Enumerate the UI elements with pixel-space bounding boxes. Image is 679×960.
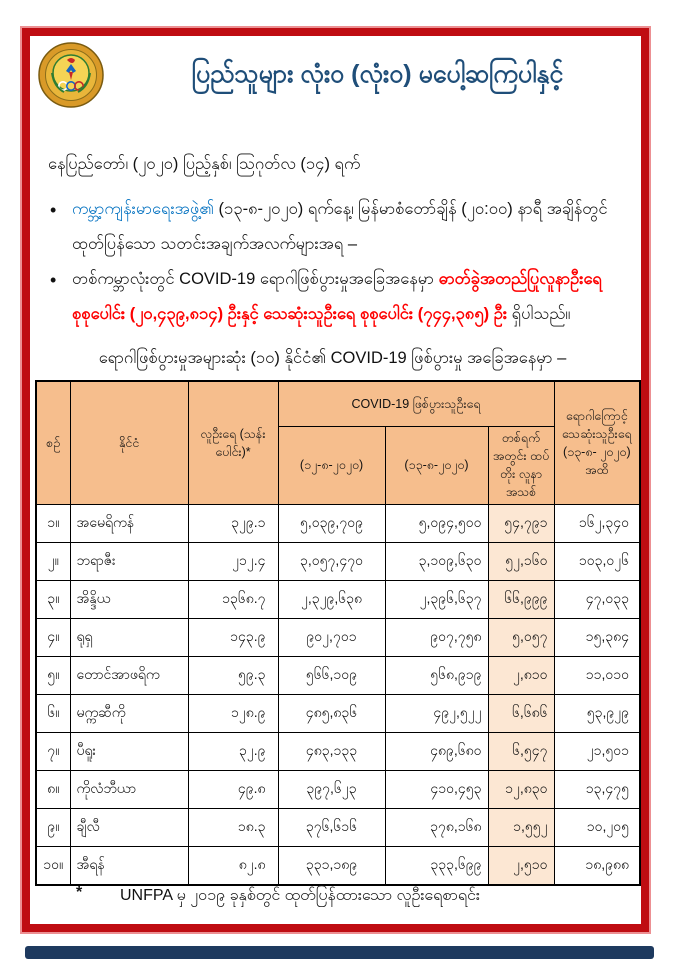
- cell-population: ၅၉.၃: [188, 656, 278, 694]
- cell-deaths: ၂၁,၅၀၁: [554, 732, 640, 770]
- cell-new_cases: ၂,၈၁၀: [488, 656, 554, 694]
- table-row: [36, 542, 640, 580]
- cell-no: ၁၀။: [36, 846, 70, 885]
- cell-deaths: ၄၇,၀၃၃: [554, 580, 640, 618]
- bullet1-rest: (၁၃-၈-၂၀၂၀) ရက်နေ့၊ မြန်မာစံတော်ချိန် (၂၀:၀၀) နာရီ အချိန်တွင် ထုတ်ပြန်သော သတင်းအချက်အလက်များအရ –: [72, 200, 608, 253]
- table-row: [36, 694, 640, 732]
- cell-cases_13_8: ၅၆၈,၉၁၉: [385, 656, 488, 694]
- cell-cases_13_8: ၂,၃၉၆,၆၃၇: [385, 580, 488, 618]
- cell-deaths: ၁၈,၉၈၈: [554, 846, 640, 885]
- date-line: နေပြည်တော်၊ (၂၀၂၀) ပြည့်နှစ်၊ ဩဂုတ်လ (၁၄) ရက်: [48, 155, 361, 173]
- table-intro-line: ရောဂါဖြစ်ပွားမှုအများဆုံး (၁၀) နိုင်ငံ၏ COVID-19 ဖြစ်ပွားမှု အခြေအနေမှာ –: [98, 349, 567, 367]
- country-table-body: [36, 504, 640, 885]
- cell-new_cases: ၁၂,၈၃၀: [488, 770, 554, 808]
- cell-cases_12_8: ၂,၃၂၉,၆၃၈: [278, 580, 385, 618]
- cell-deaths: ၁၀၃,၀၂၆: [554, 542, 640, 580]
- cell-country: မက္ကဆီကို: [70, 694, 188, 732]
- cell-country: ရုရှ: [70, 618, 188, 656]
- bullet-item-who-source: [50, 192, 638, 261]
- table-row: [36, 770, 640, 808]
- cell-cases_13_8: ၄၈၉,၆၈၀: [385, 732, 488, 770]
- cell-cases_13_8: ၅,၀၉၄,၅၀၀: [385, 504, 488, 542]
- cell-cases_12_8: ၄၈၃,၁၃၃: [278, 732, 385, 770]
- cell-cases_13_8: ၃၇၈,၁၆၈: [385, 808, 488, 846]
- cell-new_cases: ၅၂,၁၆၀: [488, 542, 554, 580]
- bottom-bar: [25, 946, 654, 959]
- cell-country: တောင်အာဖရိက: [70, 656, 188, 694]
- cell-cases_12_8: ၄၈၅,၈၃၆: [278, 694, 385, 732]
- footnote-text: UNFPA မှ ၂၀၁၉ ခုနှစ်တွင် ထုတ်ပြန်ထားသော လူဦးရေစာရင်း: [120, 887, 480, 904]
- cell-population: ၁၃၆၈.၇: [188, 580, 278, 618]
- header-population: လူဦးရေ (သန်းပေါင်း)*: [188, 381, 278, 504]
- cell-population: ၂၁၂.၄: [188, 542, 278, 580]
- document-frame: [22, 28, 649, 932]
- bullet-icon: •: [50, 200, 57, 220]
- table-row: [36, 732, 640, 770]
- cell-country: ပီရူး: [70, 732, 188, 770]
- bullet2-text: [72, 262, 638, 331]
- cell-country: ကိုလံဘီယာ: [70, 770, 188, 808]
- bullet2-lead: တစ်ကမ္ဘာလုံးတွင် COVID-19 ရောဂါဖြစ်ပွားမှုအခြေအနေမှာ: [72, 270, 439, 288]
- cell-new_cases: ၁,၅၅၂: [488, 808, 554, 846]
- cell-deaths: ၁၁,၀၁၀: [554, 656, 640, 694]
- cell-deaths: ၁၃,၄၇၅: [554, 770, 640, 808]
- cell-cases_12_8: ၃,၀၅၇,၄၇၀: [278, 542, 385, 580]
- header-covid-group: COVID-19 ဖြစ်ပွားသူဦးရေ: [278, 381, 554, 427]
- footnote-asterisk: *: [76, 884, 83, 901]
- who-organization-link: ကမ္ဘာ့ကျန်းမာရေးအဖွဲ့၏: [72, 200, 214, 218]
- footnote: [76, 884, 480, 908]
- cell-population: ၈၂.၈: [188, 846, 278, 885]
- table-row: [36, 846, 640, 885]
- cell-no: ၅။: [36, 656, 70, 694]
- cell-country: ချီလီ: [70, 808, 188, 846]
- table-row: [36, 504, 640, 542]
- cell-cases_12_8: ၃၉၇,၆၂၃: [278, 770, 385, 808]
- cell-cases_13_8: ၉၀၇,၇၅၈: [385, 618, 488, 656]
- cell-new_cases: ၂,၅၁၀: [488, 846, 554, 885]
- header-date-12-8: (၁၂-၈-၂၀၂၀): [278, 427, 385, 505]
- cell-cases_13_8: ၄၁၀,၄၅၃: [385, 770, 488, 808]
- cell-cases_13_8: ၄၉၂,၅၂၂: [385, 694, 488, 732]
- header-country: နိုင်ငံ: [70, 381, 188, 504]
- cell-no: ၈။: [36, 770, 70, 808]
- cell-no: ၁။: [36, 504, 70, 542]
- cell-cases_13_8: ၃၃၃,၆၉၉: [385, 846, 488, 885]
- cell-no: ၉။: [36, 808, 70, 846]
- cell-population: ၁၄၃.၉: [188, 618, 278, 656]
- cell-new_cases: ၆၆,၉၉၉: [488, 580, 554, 618]
- cell-population: ၁၂၈.၉: [188, 694, 278, 732]
- table-row: [36, 618, 640, 656]
- confirmed-and-death-totals: ဓာတ်ခွဲအတည်ပြုလူနာဦးရေ စုစုပေါင်း (၂၀,၄၃၉,၈၁၄) ဦးနှင့် သေဆုံးသူဦးရေ စုစုပေါင်း (၇၄၄,၃၈၅) ဦး: [72, 270, 602, 323]
- ministry-of-health-and-sports-seal-icon: [38, 42, 104, 108]
- cell-no: ၇။: [36, 732, 70, 770]
- cell-cases_12_8: ၉၀၂,၇၀၁: [278, 618, 385, 656]
- cell-cases_12_8: ၅,၀၃၉,၇၀၉: [278, 504, 385, 542]
- table-row: [36, 580, 640, 618]
- header-no: စဉ်: [36, 381, 70, 504]
- cell-deaths: ၁၀,၂၀၅: [554, 808, 640, 846]
- cell-country: အမေရိကန်: [70, 504, 188, 542]
- cell-country: ဘရာဇီး: [70, 542, 188, 580]
- cell-new_cases: ၅,၀၅၇: [488, 618, 554, 656]
- cell-deaths: ၁၆၂,၃၄၀: [554, 504, 640, 542]
- bullet1-text: [72, 192, 638, 261]
- cell-country: အိန္ဒိယ: [70, 580, 188, 618]
- cell-new_cases: ၆,၆၈၆: [488, 694, 554, 732]
- cell-no: ၂။: [36, 542, 70, 580]
- cell-no: ၃။: [36, 580, 70, 618]
- header-deaths: ရောဂါကြောင့် သေဆုံးသူဦးရေ (၁၃-၈- ၂၀၂၀) အထိ: [554, 381, 640, 504]
- cell-cases_12_8: ၃၃၁,၁၈၉: [278, 846, 385, 885]
- bullet-icon: •: [50, 270, 57, 290]
- cell-deaths: ၁၅,၃၈၄: [554, 618, 640, 656]
- cell-cases_13_8: ၃,၁၀၉,၆၃၀: [385, 542, 488, 580]
- header-new-cases: တစ်ရက်အတွင်း ထပ်တိုး လူနာ အသစ်: [488, 427, 554, 505]
- page-title: ပြည်သူများ လုံးဝ (လုံးဝ) မပေါ့ဆကြပါနှင့်: [191, 60, 564, 88]
- cell-population: ၁၈.၃: [188, 808, 278, 846]
- cell-cases_12_8: ၅၆၆,၁၀၉: [278, 656, 385, 694]
- covid-statistics-table: [35, 380, 641, 886]
- cell-population: ၄၉.၈: [188, 770, 278, 808]
- cell-population: ၃၂.၉: [188, 732, 278, 770]
- table-header: [36, 381, 640, 504]
- bullet2-tail: ရှိပါသည်။: [507, 304, 571, 323]
- cell-new_cases: ၆,၅၄၇: [488, 732, 554, 770]
- cell-deaths: ၅၃,၉၂၉: [554, 694, 640, 732]
- table-row: [36, 808, 640, 846]
- cell-population: ၃၂၉.၁: [188, 504, 278, 542]
- table-row: [36, 656, 640, 694]
- cell-no: ၄။: [36, 618, 70, 656]
- cell-no: ၆။: [36, 694, 70, 732]
- cell-new_cases: ၅၄,၇၉၁: [488, 504, 554, 542]
- bullet-item-global-status: [50, 262, 638, 331]
- cell-cases_12_8: ၃၇၆,၆၁၆: [278, 808, 385, 846]
- cell-country: အီရန်: [70, 846, 188, 885]
- header-date-13-8: (၁၃-၈-၂၀၂၀): [385, 427, 488, 505]
